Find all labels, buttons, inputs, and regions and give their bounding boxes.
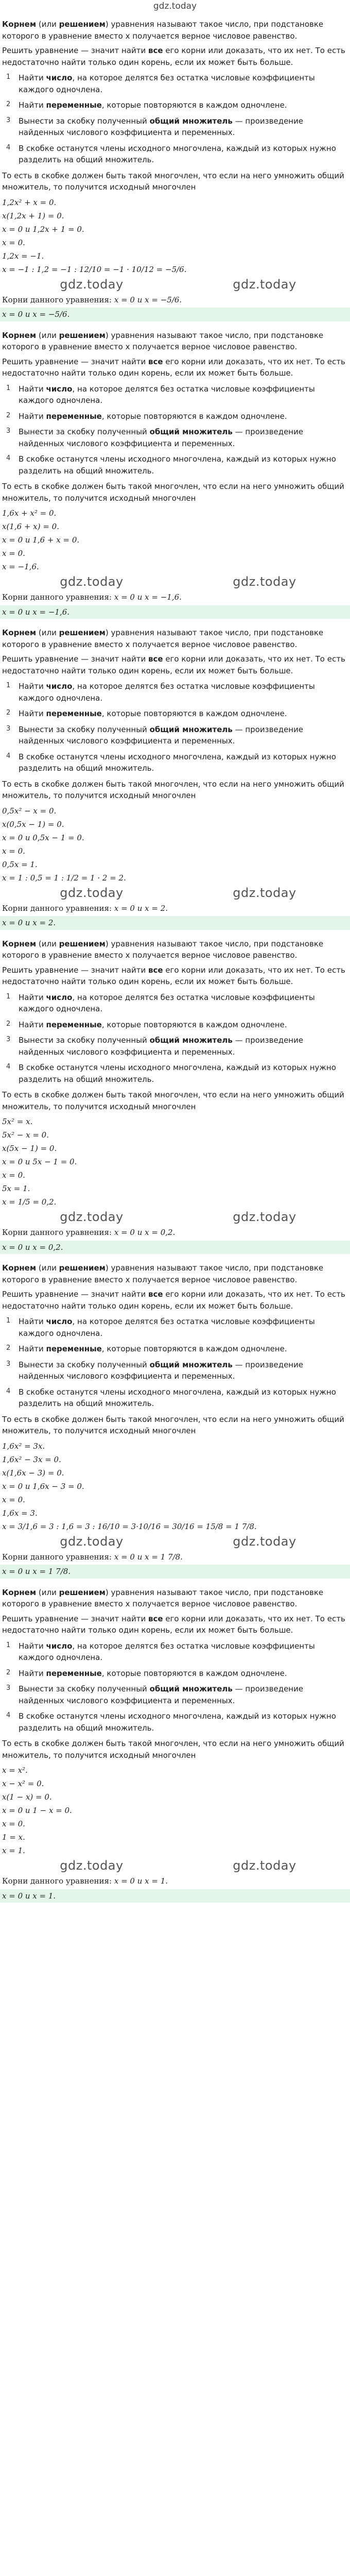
def-text: (или: [36, 1263, 59, 1273]
equation-line: 0,5x = 1.: [2, 859, 38, 869]
solution-block: [2, 1256, 348, 1579]
root-definition: [2, 938, 348, 961]
steps-list: [2, 681, 348, 774]
roots-line: Корни данного уравнения: x = 0 и x = 1 7/8.: [2, 1552, 183, 1562]
term-solution: решением: [59, 20, 106, 29]
solutions-container: [2, 12, 348, 1903]
equation-line: 1,2x² + x = 0.: [2, 197, 57, 207]
roots-line: Корни данного уравнения: x = 0 и x = 0,2.: [2, 1228, 176, 1237]
answer-highlight: x = 0 и x = 1.: [0, 1889, 350, 1903]
site-header: [2, 0, 348, 12]
equation-line: x = 0.: [2, 1819, 25, 1828]
step-number: 1: [6, 682, 11, 689]
step-text: Найти число, на которое делятся без остатка числовые коэффициенты каждого одночлена.: [19, 1641, 315, 1662]
equation-line: x(0,5x − 1) = 0.: [2, 819, 64, 829]
equation-line: x(1,6x − 3) = 0.: [2, 1468, 64, 1478]
step-number: 3: [6, 724, 11, 733]
watermark: gdz.today: [60, 1210, 124, 1224]
watermark-row: [2, 1534, 348, 1549]
step-item: [2, 1062, 348, 1085]
step-item: [2, 1035, 348, 1058]
step-text: Найти переменные, которые повторяются в каждом одночлене.: [19, 709, 287, 718]
step-number: 1: [6, 1317, 11, 1325]
watermark-row: [2, 1858, 348, 1873]
product-rule: То есть в скобке должен быть такой многочлен, что если на него умножить общий множитель, то получится исходный многочлен: [2, 1739, 344, 1760]
step-number: 2: [6, 709, 11, 717]
solve-explanation: Решить уравнение — значит найти все его корни или доказать, что их нет. То есть недостаточно найти только один корень, если их может быть больше.: [2, 46, 345, 67]
step-item: [2, 115, 348, 139]
equation-line: x = 1 : 0,5 = 1 : 1/2 = 1 · 2 = 2.: [2, 873, 126, 883]
step-text: В скобке останутся члены исходного многочлена, каждый из которых нужно разделить на общий множитель.: [19, 1387, 336, 1408]
steps-list: [2, 383, 348, 477]
root-definition: [2, 627, 348, 650]
solution-block: [2, 12, 348, 321]
watermark-row: [2, 885, 348, 901]
def-text: ) уравнения называют такое число, при подстановке которого в уравнение вместо x получается верное числовое равенство.: [2, 628, 324, 649]
equation-line: 1,2x = −1.: [2, 251, 44, 261]
step-number: 1: [6, 1641, 11, 1649]
root-definition: [2, 19, 348, 42]
step-text: Вынести за скобку полученный общий множитель — произведение найденных числового коэффициента и переменных.: [19, 427, 304, 448]
watermark: gdz.today: [60, 885, 124, 900]
step-item: [2, 1359, 348, 1382]
term-root: Корнем: [2, 20, 37, 29]
equation-line: x = 0.: [2, 549, 25, 558]
watermark-row: [2, 574, 348, 589]
step-item: [2, 1640, 348, 1664]
step-number: 3: [6, 116, 11, 124]
step-item: [2, 1316, 348, 1339]
equation-line: 1 = x.: [2, 1833, 25, 1842]
step-number: 4: [6, 1711, 11, 1719]
step-item: [2, 1668, 348, 1680]
equation-line: x = 0 и 1,6 + x = 0.: [2, 535, 80, 545]
equation-line: x = 0 и 0,5x − 1 = 0.: [2, 833, 84, 842]
equation-line: 1,6x = 3.: [2, 1508, 38, 1518]
step-item: [2, 72, 348, 95]
product-rule: То есть в скобке должен быть такой многочлен, что если на него умножить общий множитель, то получится исходный многочлен: [2, 482, 344, 503]
def-text: (или: [36, 330, 59, 340]
answer-highlight: x = 0 и x = 2.: [0, 916, 350, 930]
step-text: Найти число, на которое делятся без остатка числовые коэффициенты каждого одночлена.: [19, 1317, 315, 1338]
step-text: Найти число, на которое делятся без остатка числовые коэффициенты каждого одночлена.: [19, 73, 315, 94]
watermark-row: [2, 277, 348, 292]
roots-line: Корни данного уравнения: x = 0 и x = −5/6.: [2, 295, 182, 304]
equation-line: 0,5x² − x = 0.: [2, 806, 57, 816]
step-item: [2, 708, 348, 720]
site-logo[interactable]: gdz.today: [153, 1, 197, 11]
solution-block: [2, 932, 348, 1255]
step-text: Вынести за скобку полученный общий множитель — произведение найденных числового коэффициента и переменных.: [19, 1684, 304, 1705]
equation-line: x(1 − x) = 0.: [2, 1792, 52, 1802]
def-text: (или: [36, 1587, 59, 1597]
watermark-row: [2, 1209, 348, 1225]
watermark: gdz.today: [60, 574, 124, 589]
def-text: ) уравнения называют такое число, при подстановке которого в уравнение вместо x получается верное числовое равенство.: [2, 1587, 324, 1608]
step-number: 1: [6, 992, 11, 1001]
answer-highlight: x = 0 и x = 0,2.: [0, 1241, 350, 1255]
equation-line: x = 3/1,6 = 3 : 1,6 = 3 : 16/10 = 3·10/16 = 30/16 = 15/8 = 1 7/8.: [2, 1521, 257, 1531]
step-text: В скобке останутся члены исходного многочлена, каждый из которых нужно разделить на общий множитель.: [19, 752, 336, 773]
def-text: ) уравнения называют такое число, при подстановке которого в уравнение вместо x получается верное числовое равенство.: [2, 939, 324, 960]
term-solution: решением: [59, 1587, 106, 1597]
equation-line: 1,6x + x² = 0.: [2, 509, 57, 518]
step-item: [2, 1343, 348, 1355]
step-number: 4: [6, 143, 11, 151]
step-item: [2, 426, 348, 449]
product-rule: То есть в скобке должен быть такой многочлен, что если на него умножить общий множитель, то получится исходный многочлен: [2, 171, 344, 192]
term-solution: решением: [59, 330, 106, 340]
step-item: [2, 143, 348, 166]
step-item: [2, 99, 348, 111]
equation-line: x = 0 и 1,2x + 1 = 0.: [2, 224, 84, 234]
term-root: Корнем: [2, 628, 37, 637]
watermark: gdz.today: [60, 1858, 124, 1873]
def-text: ) уравнения называют такое число, при подстановке которого в уравнение вместо x получается верное числовое равенство.: [2, 20, 324, 41]
solve-explanation: Решить уравнение — значит найти все его корни или доказать, что их нет. То есть недостаточно найти только один корень, если их может быть больше.: [2, 1614, 345, 1635]
product-rule: То есть в скобке должен быть такой многочлен, что если на него умножить общий множитель, то получится исходный многочлен: [2, 1414, 344, 1435]
term-solution: решением: [59, 628, 106, 637]
equation-line: x = x².: [2, 1766, 28, 1775]
equation-line: x(5x − 1) = 0.: [2, 1144, 57, 1153]
watermark: gdz.today: [60, 277, 124, 292]
answer-highlight: x = 0 и x = −1,6.: [0, 605, 350, 619]
equation-line: x = 1.: [2, 1846, 25, 1855]
equation-line: x = 0 и 1 − x = 0.: [2, 1806, 72, 1815]
equation-line: 5x = 1.: [2, 1184, 30, 1193]
equation-line: x − x² = 0.: [2, 1779, 44, 1788]
equation-line: 5x² − x = 0.: [2, 1130, 49, 1140]
term-root: Корнем: [2, 330, 37, 340]
step-text: Вынести за скобку полученный общий множитель — произведение найденных числового коэффициента и переменных.: [19, 1360, 304, 1381]
equation-line: x = 1/5 = 0,2.: [2, 1197, 57, 1207]
step-text: Найти переменные, которые повторяются в каждом одночлене.: [19, 411, 287, 421]
equation-line: x = 0 и 1,6x − 3 = 0.: [2, 1481, 84, 1491]
steps-list: [2, 1640, 348, 1734]
def-text: ) уравнения называют такое число, при подстановке которого в уравнение вместо x получается верное числовое равенство.: [2, 330, 324, 351]
step-item: [2, 992, 348, 1015]
step-number: 3: [6, 1360, 11, 1368]
equation-line: 1,6x² = 3x.: [2, 1441, 45, 1451]
step-text: Вынести за скобку полученный общий множитель — произведение найденных числового коэффициента и переменных.: [19, 1036, 304, 1057]
step-item: [2, 383, 348, 406]
equation-line: x = 0 и 5x − 1 = 0.: [2, 1157, 77, 1166]
watermark: gdz.today: [60, 1534, 124, 1549]
equation-line: x(1,2x + 1) = 0.: [2, 211, 64, 221]
step-text: В скобке останутся члены исходного многочлена, каждый из которых нужно разделить на общий множитель.: [19, 143, 336, 164]
step-text: Найти переменные, которые повторяются в каждом одночлене.: [19, 100, 287, 110]
step-text: Найти число, на которое делятся без остатка числовые коэффициенты каждого одночлена.: [19, 384, 315, 405]
product-rule: То есть в скобке должен быть такой многочлен, что если на него умножить общий множитель, то получится исходный многочлен: [2, 779, 344, 800]
roots-line: Корни данного уравнения: x = 0 и x = 1.: [2, 1876, 168, 1886]
equation-line: x = −1,6.: [2, 562, 39, 571]
step-number: 2: [6, 100, 11, 108]
watermark: gdz.today: [233, 277, 296, 292]
equation-line: x = 0.: [2, 1495, 25, 1504]
roots-line: Корни данного уравнения: x = 0 и x = −1,6.: [2, 592, 182, 602]
equation-line: x(1,6 + x) = 0.: [2, 522, 59, 531]
term-root: Корнем: [2, 1263, 37, 1273]
steps-list: [2, 72, 348, 166]
term-root: Корнем: [2, 939, 37, 948]
product-rule: То есть в скобке должен быть такой многочлен, что если на него умножить общий множитель, то получится исходный многочлен: [2, 1090, 344, 1111]
step-item: [2, 1683, 348, 1706]
solve-explanation: Решить уравнение — значит найти все его корни или доказать, что их нет. То есть недостаточно найти только один корень, если их может быть больше.: [2, 357, 345, 378]
step-number: 2: [6, 1668, 11, 1676]
solve-explanation: Решить уравнение — значит найти все его корни или доказать, что их нет. То есть недостаточно найти только один корень, если их может быть больше.: [2, 965, 345, 986]
step-item: [2, 724, 348, 747]
step-number: 1: [6, 73, 11, 81]
step-text: Найти переменные, которые повторяются в каждом одночлене.: [19, 1020, 287, 1029]
step-text: В скобке останутся члены исходного многочлена, каждый из которых нужно разделить на общий множитель.: [19, 454, 336, 476]
equation-line: 5x² = x.: [2, 1117, 33, 1126]
term-solution: решением: [59, 1263, 106, 1273]
step-item: [2, 453, 348, 477]
step-number: 2: [6, 411, 11, 419]
term-root: Корнем: [2, 1587, 37, 1597]
def-text: (или: [36, 628, 59, 637]
watermark: gdz.today: [233, 574, 296, 589]
root-definition: [2, 330, 348, 353]
roots-line: Корни данного уравнения: x = 0 и x = 2.: [2, 903, 168, 913]
watermark: gdz.today: [233, 1210, 296, 1224]
step-number: 3: [6, 427, 11, 435]
step-item: [2, 411, 348, 422]
step-text: Найти переменные, которые повторяются в каждом одночлене.: [19, 1668, 287, 1678]
solution-block: [2, 1581, 348, 1903]
solve-explanation: Решить уравнение — значит найти все его корни или доказать, что их нет. То есть недостаточно найти только один корень, если их может быть больше.: [2, 1290, 345, 1311]
step-item: [2, 1710, 348, 1734]
step-number: 1: [6, 384, 11, 392]
equation-line: x = 0.: [2, 1171, 25, 1180]
step-number: 4: [6, 1063, 11, 1071]
solution-block: [2, 324, 348, 619]
step-text: Вынести за скобку полученный общий множитель — произведение найденных числового коэффициента и переменных.: [19, 116, 304, 137]
root-definition: [2, 1587, 348, 1610]
solution-block: [2, 621, 348, 930]
step-item: [2, 751, 348, 774]
steps-list: [2, 992, 348, 1086]
step-number: 2: [6, 1020, 11, 1028]
step-text: Найти переменные, которые повторяются в каждом одночлене.: [19, 1344, 287, 1353]
step-number: 3: [6, 1036, 11, 1043]
steps-list: [2, 1316, 348, 1410]
step-number: 2: [6, 1344, 11, 1352]
def-text: ) уравнения называют такое число, при подстановке которого в уравнение вместо x получается верное числовое равенство.: [2, 1263, 324, 1284]
equation-line: x = 0.: [2, 846, 25, 856]
watermark: gdz.today: [233, 1534, 296, 1549]
watermark: gdz.today: [233, 1858, 296, 1873]
term-solution: решением: [59, 939, 106, 948]
equation-line: x = −1 : 1,2 = −1 : 12/10 = −1 · 10/12 = −5/6.: [2, 264, 187, 274]
step-number: 4: [6, 454, 11, 462]
step-item: [2, 1386, 348, 1410]
step-text: Вынести за скобку полученный общий множитель — произведение найденных числового коэффициента и переменных.: [19, 724, 304, 745]
watermark: gdz.today: [233, 885, 296, 900]
step-text: В скобке останутся члены исходного многочлена, каждый из которых нужно разделить на общий множитель.: [19, 1063, 336, 1084]
def-text: (или: [36, 20, 59, 29]
equation-line: 1,6x² − 3x = 0.: [2, 1454, 61, 1464]
root-definition: [2, 1262, 348, 1285]
step-item: [2, 681, 348, 704]
step-number: 3: [6, 1684, 11, 1692]
step-text: Найти число, на которое делятся без остатка числовые коэффициенты каждого одночлена.: [19, 992, 315, 1013]
answer-highlight: x = 0 и x = 1 7/8.: [0, 1565, 350, 1579]
equation-line: x = 0.: [2, 238, 25, 247]
step-text: Найти число, на которое делятся без остатка числовые коэффициенты каждого одночлена.: [19, 682, 315, 703]
step-number: 4: [6, 752, 11, 760]
step-text: В скобке останутся члены исходного многочлена, каждый из которых нужно разделить на общий множитель.: [19, 1711, 336, 1733]
answer-highlight: x = 0 и x = −5/6.: [0, 308, 350, 321]
def-text: (или: [36, 939, 59, 948]
solve-explanation: Решить уравнение — значит найти все его корни или доказать, что их нет. То есть недостаточно найти только один корень, если их может быть больше.: [2, 654, 345, 675]
step-item: [2, 1019, 348, 1031]
step-number: 4: [6, 1387, 11, 1395]
